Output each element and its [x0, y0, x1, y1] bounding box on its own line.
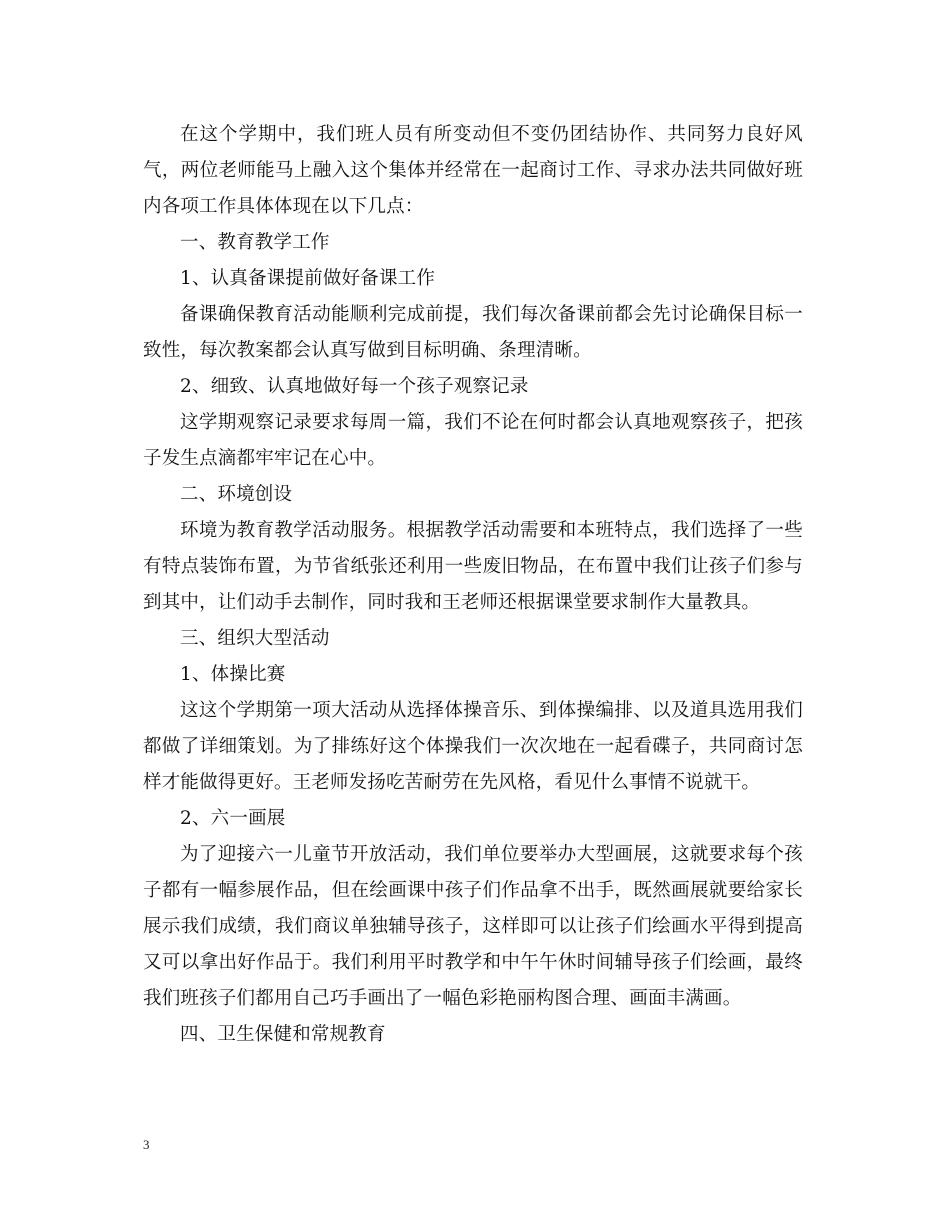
section-heading-teaching: 一、教育教学工作	[180, 232, 330, 253]
subsection-heading-lesson-prep: 1、认真备课提前做好备课工作	[180, 268, 436, 289]
document-body	[143, 117, 803, 1053]
observation-paragraph: 这学期观察记录要求每周一篇，我们不论在何时都会认真地观察孩子，把孩子发生点滴都牢牢记在心中。	[143, 412, 803, 469]
intro-paragraph: 在这个学期中，我们班人员有所变动但不变仍团结协作、共同努力良好风气，两位老师能马上融入这个集体并经常在一起商讨工作、寻求办法共同做好班内各项工作具体体现在以下几点：	[143, 124, 803, 217]
gymnastics-paragraph: 这这个学期第一项大活动从选择体操音乐、到体操编排、以及道具选用我们都做了详细策划。为了排练好这个体操我们一次次地在一起看碟子，共同商讨怎样才能做得更好。王老师发扬吃苦耐劳在先风格，看见什么事情不说就干。	[143, 700, 803, 793]
section-heading-hygiene: 四、卫生保健和常规教育	[180, 1024, 386, 1045]
lesson-prep-paragraph: 备课确保教育活动能顺利完成前提，我们每次备课前都会先讨论确保目标一致性，每次教案都会认真写做到目标明确、条理清晰。	[143, 304, 803, 361]
art-show-paragraph: 为了迎接六一儿童节开放活动，我们单位要举办大型画展，这就要求每个孩子都有一幅参展作品，但在绘画课中孩子们作品拿不出手，既然画展就要给家长展示我们成绩，我们商议单独辅导孩子，这样即可以让孩子们绘画水平得到提高又可以拿出好作品于。我们利用平时教学和中午午休时间辅导孩子们绘画，最终我们班孩子们都用自己巧手画出了一幅色彩艳丽构图合理、画面丰满画。	[143, 844, 803, 1009]
subsection-heading-gymnastics: 1、体操比赛	[180, 664, 286, 685]
subsection-heading-art-show: 2、六一画展	[180, 808, 286, 829]
section-heading-environment: 二、环境创设	[180, 484, 293, 505]
environment-paragraph: 环境为教育教学活动服务。根据教学活动需要和本班特点，我们选择了一些有特点装饰布置，为节省纸张还利用一些废旧物品，在布置中我们让孩子们参与到其中，让们动手去制作，同时我和王老师还根据课堂要求制作大量教具。	[143, 520, 803, 613]
subsection-heading-observation: 2、细致、认真地做好每一个孩子观察记录	[180, 376, 529, 397]
section-heading-activities: 三、组织大型活动	[180, 628, 330, 649]
page-number: 3	[143, 1137, 150, 1152]
